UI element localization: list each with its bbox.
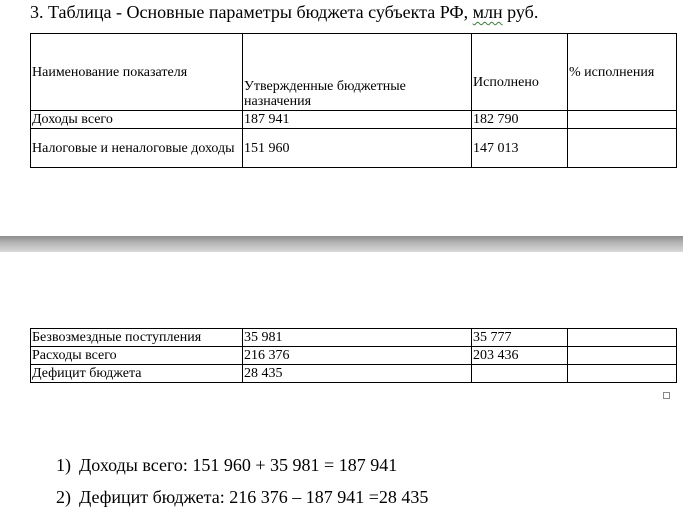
- cell-percent: [568, 129, 677, 168]
- cell-executed: 182 790: [472, 111, 568, 129]
- cell-percent: [568, 365, 677, 383]
- header-percent: % исполнения: [568, 34, 677, 111]
- table-row: [31, 347, 677, 365]
- cell-executed: 203 436: [472, 347, 568, 365]
- table-row: [31, 129, 677, 168]
- cell-approved: 187 941: [243, 111, 472, 129]
- header-approved: Утвержденные бюджетные назначения: [243, 34, 472, 111]
- cell-percent: [568, 329, 677, 347]
- budget-table-bottom: [30, 328, 677, 383]
- table-row: [31, 329, 677, 347]
- cell-name: Дефицит бюджета: [31, 365, 243, 383]
- table-header-row: [31, 34, 677, 111]
- page-break-separator: [0, 236, 683, 252]
- list-item: [56, 455, 397, 476]
- caption-text: 3. Таблица - Основные параметры бюджета субъекта РФ,: [30, 2, 473, 22]
- list-item: [56, 487, 428, 508]
- cell-executed: 147 013: [472, 129, 568, 168]
- cell-name: Доходы всего: [31, 111, 243, 129]
- cell-name: Налоговые и неналоговые доходы: [31, 129, 243, 168]
- list-number: 2): [56, 487, 71, 507]
- header-indicator: Наименование показателя: [31, 34, 243, 111]
- table-resize-handle[interactable]: [663, 392, 670, 399]
- cell-approved: 151 960: [243, 129, 472, 168]
- cell-approved: 35 981: [243, 329, 472, 347]
- list-number: 1): [56, 455, 71, 475]
- cell-name: Безвозмездные поступления: [31, 329, 243, 347]
- cell-percent: [568, 347, 677, 365]
- header-executed: Исполнено: [472, 34, 568, 111]
- spellcheck-flagged-word: млн: [472, 2, 503, 22]
- cell-executed: [472, 365, 568, 383]
- cell-percent: [568, 111, 677, 129]
- list-text: Дефицит бюджета: 216 376 – 187 941 =28 435: [79, 487, 429, 507]
- table-row: [31, 111, 677, 129]
- cell-approved: 28 435: [243, 365, 472, 383]
- cell-approved: 216 376: [243, 347, 472, 365]
- cell-executed: 35 777: [472, 329, 568, 347]
- table-caption: [30, 2, 538, 23]
- caption-suffix: руб.: [502, 2, 539, 22]
- table-row: [31, 365, 677, 383]
- cell-name: Расходы всего: [31, 347, 243, 365]
- list-text: Доходы всего: 151 960 + 35 981 = 187 941: [79, 455, 398, 475]
- budget-table-top: [30, 33, 677, 168]
